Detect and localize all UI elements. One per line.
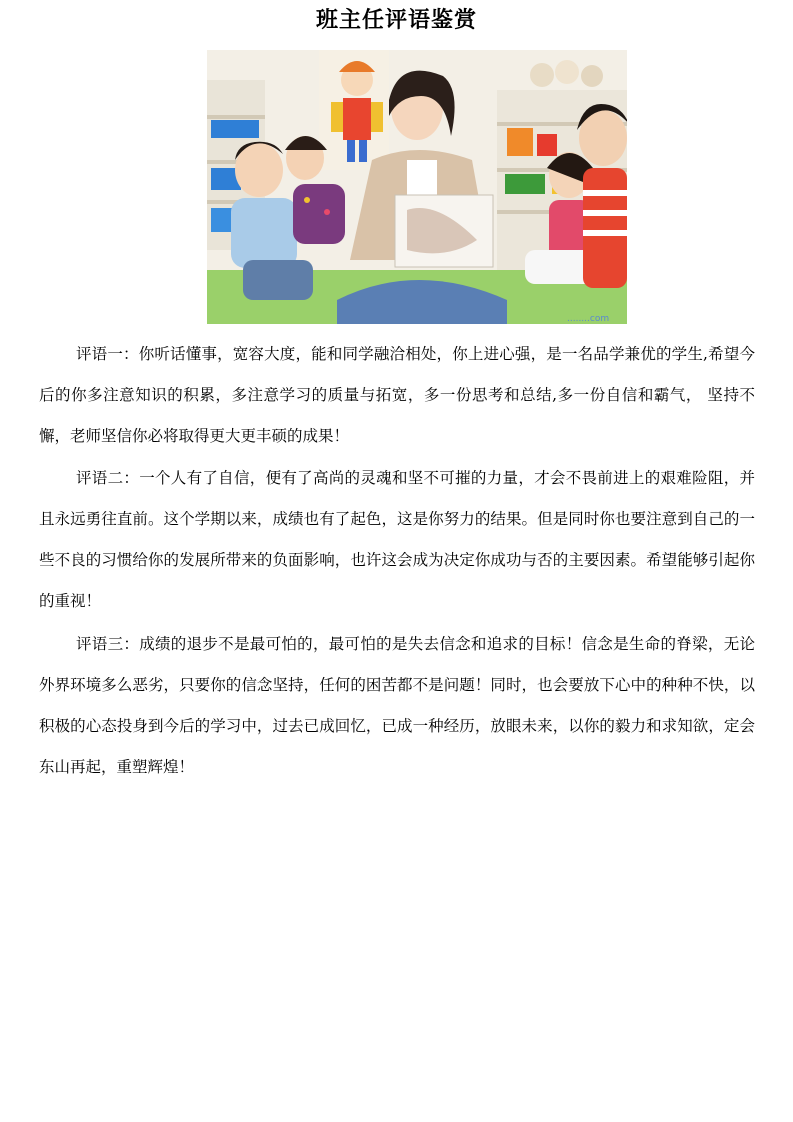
page-title: 班主任评语鉴赏 (315, 8, 477, 33)
comment-paragraph-2: 评语二：一个人有了自信，便有了高尚的灵魂和坚不可摧的力量，才会不畏前进上的艰难险阻，并且永远勇往直前。这个学期以来，成绩也有了起色，这是你努力的结果。但是同时你也要注意到自己的一些不良的习惯给你的发展所带来的负面影响，也许这会成为决定你成功与否的主要因素。希望能够引起你的重视！ (39, 469, 755, 610)
comment-paragraph-3: 评语三：成绩的退步不是最可怕的，最可怕的是失去信念和追求的目标！信念是生命的脊梁，无论外界环境多么恶劣，只要你的信念坚持，任何的困苦都不是问题！同时，也会要放下心中的种种不快，以积极的心态投身到今后的学习中，过去已成回忆，已成一种经历，放眼未来，以你的毅力和求知欲，定会东山再起，重塑辉煌！ (39, 635, 755, 776)
comment-paragraph-1: 评语一：你听话懂事，宽容大度，能和同学融洽相处，你上进心强，是一名品学兼优的学生,希望今后的你多注意知识的积累，多注意学习的质量与拓宽，多一份思考和总结,多一份自信和霸气， 坚持不懈，老师坚信你必将取得更大更丰硕的成果！ (39, 345, 755, 445)
svg-text:........com: ........com (567, 314, 610, 324)
classroom-photo (207, 50, 627, 324)
